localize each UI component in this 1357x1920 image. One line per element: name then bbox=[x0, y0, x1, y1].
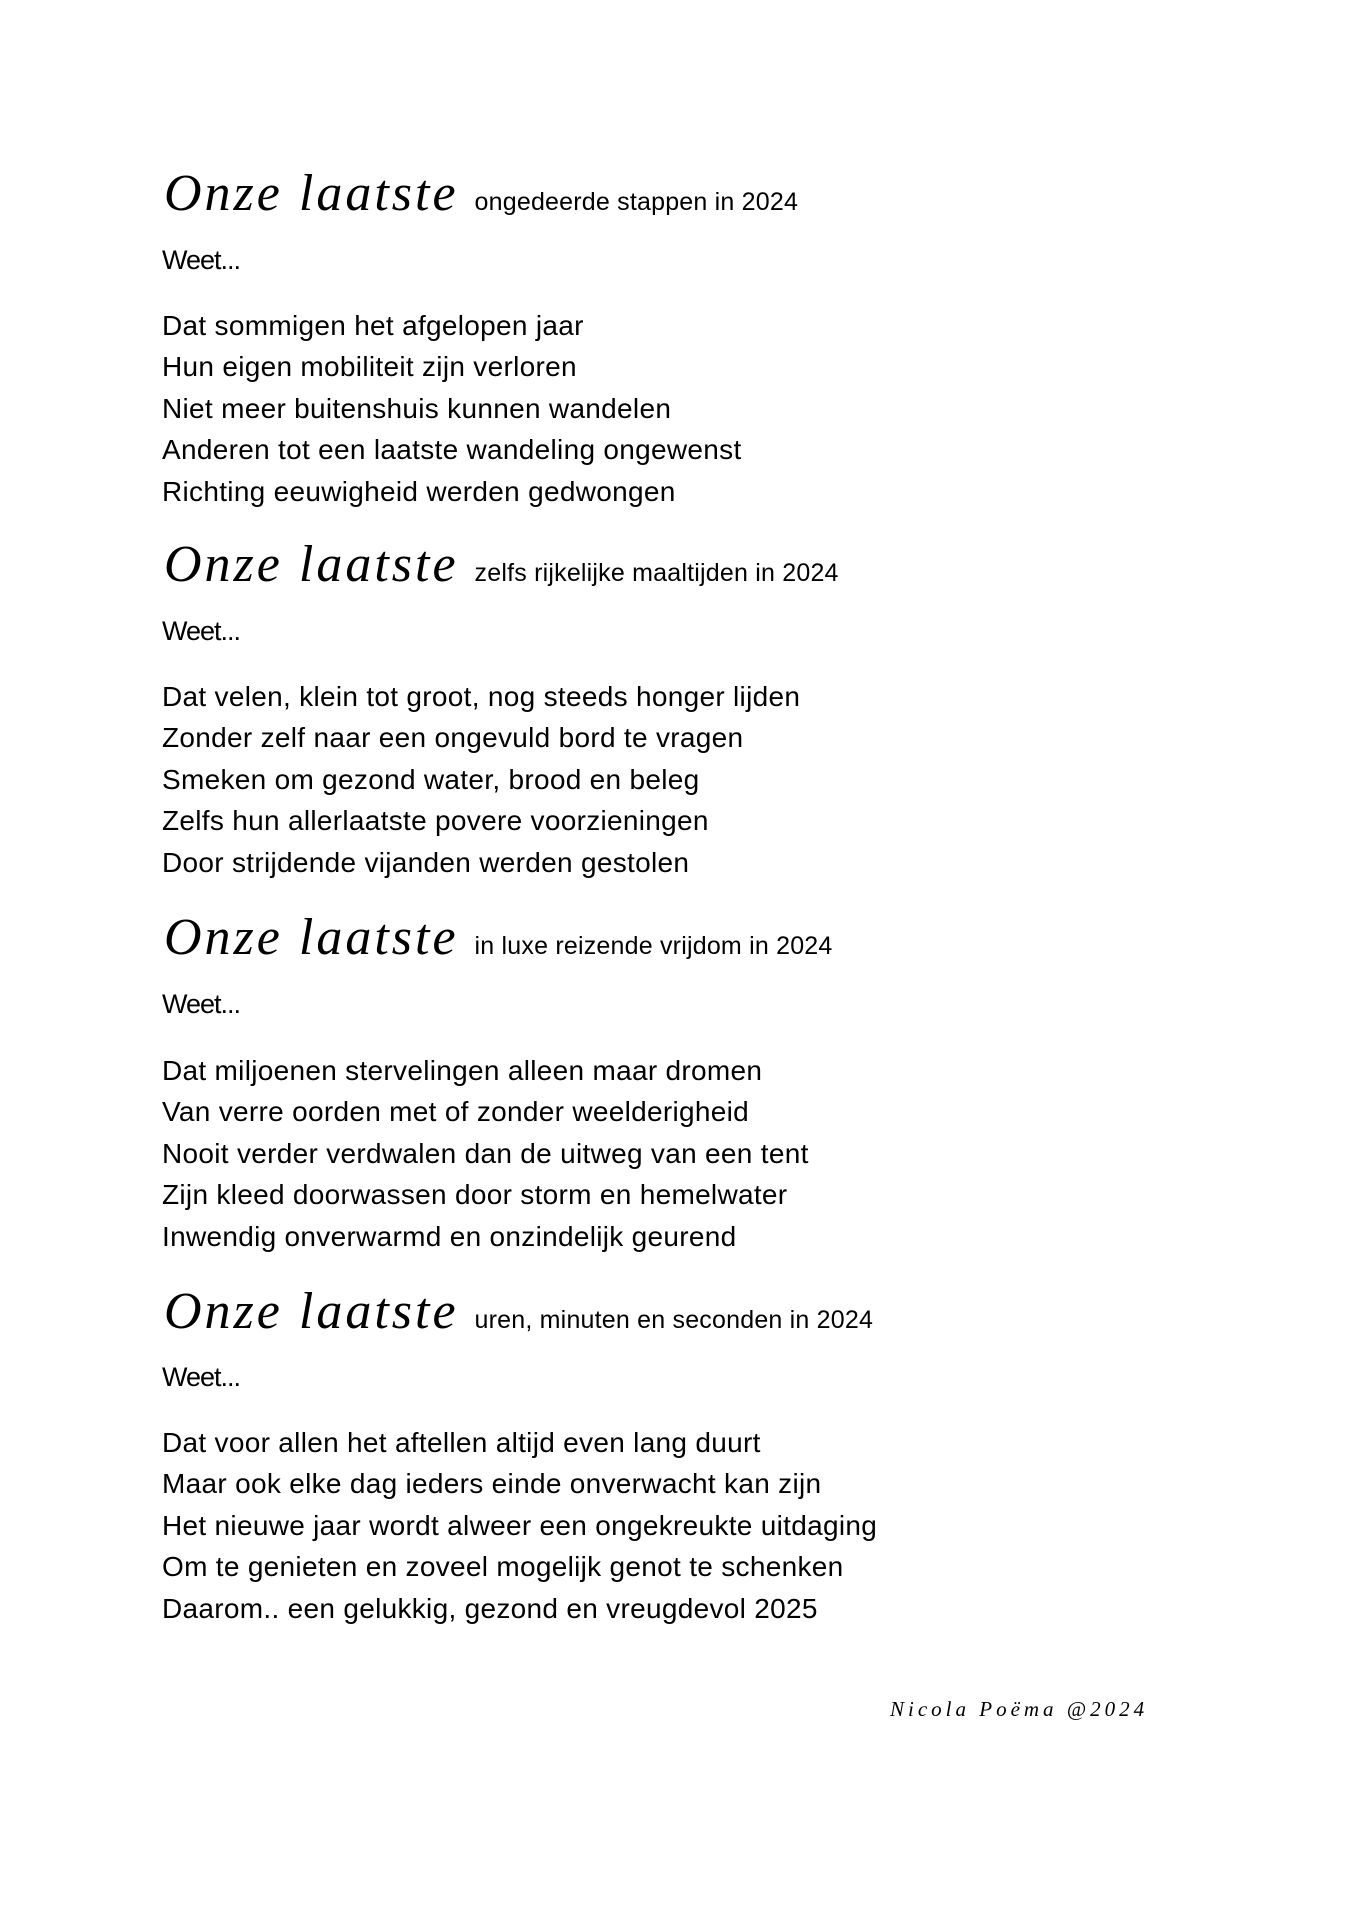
poem-line: Zelfs hun allerlaatste povere voorzieningen bbox=[162, 805, 709, 836]
heading-subtitle: uren, minuten en seconden in 2024 bbox=[474, 1306, 874, 1334]
poem-line: Dat miljoenen stervelingen alleen maar dromen bbox=[162, 1055, 763, 1086]
stanza-heading bbox=[164, 909, 833, 966]
stanza-intro: Weet... bbox=[162, 616, 241, 646]
stanza-intro: Weet... bbox=[162, 245, 241, 275]
poem-line: Dat voor allen het aftellen altijd even lang duurt bbox=[162, 1427, 761, 1458]
heading-script: Onze laatste bbox=[164, 536, 459, 593]
poem-line: Nooit verder verdwalen dan de uitweg van een tent bbox=[162, 1138, 809, 1169]
poem-line: Inwendig onverwarmd en onzindelijk geurend bbox=[162, 1221, 737, 1252]
poem-line: Van verre oorden met of zonder weelderigheid bbox=[162, 1096, 750, 1127]
stanza-heading bbox=[164, 165, 799, 222]
heading-script: Onze laatste bbox=[164, 165, 459, 222]
poem-line: Zijn kleed doorwassen door storm en hemelwater bbox=[162, 1179, 788, 1210]
stanza-heading bbox=[164, 1283, 874, 1340]
poem-line: Zonder zelf naar een ongevuld bord te vragen bbox=[162, 722, 744, 753]
stanza-intro: Weet... bbox=[162, 1362, 241, 1392]
poem-line: Daarom.. een gelukkig, gezond en vreugdevol 2025 bbox=[162, 1593, 818, 1624]
heading-subtitle: ongedeerde stappen in 2024 bbox=[474, 188, 799, 216]
stanza-heading bbox=[164, 536, 839, 593]
stanza-intro: Weet... bbox=[162, 989, 241, 1019]
heading-script: Onze laatste bbox=[164, 909, 459, 966]
poem-line: Dat sommigen het afgelopen jaar bbox=[162, 310, 584, 341]
heading-subtitle: zelfs rijkelijke maaltijden in 2024 bbox=[474, 559, 839, 587]
poem-line: Niet meer buitenshuis kunnen wandelen bbox=[162, 393, 672, 424]
poem-line: Dat velen, klein tot groot, nog steeds honger lijden bbox=[162, 681, 801, 712]
poem-line: Smeken om gezond water, brood en beleg bbox=[162, 764, 700, 795]
poem-line: Anderen tot een laatste wandeling ongewenst bbox=[162, 434, 742, 465]
heading-script: Onze laatste bbox=[164, 1283, 459, 1340]
poem-line: Richting eeuwigheid werden gedwongen bbox=[162, 476, 676, 507]
poem-line: Maar ook elke dag ieders einde onverwacht kan zijn bbox=[162, 1468, 822, 1499]
author-signature: Nicola Poëma @2024 bbox=[890, 1697, 1149, 1721]
poem-line: Het nieuwe jaar wordt alweer een ongekreukte uitdaging bbox=[162, 1510, 878, 1541]
poem-line: Door strijdende vijanden werden gestolen bbox=[162, 847, 690, 878]
poem-line: Om te genieten en zoveel mogelijk genot te schenken bbox=[162, 1551, 844, 1582]
poem-line: Hun eigen mobiliteit zijn verloren bbox=[162, 351, 577, 382]
heading-subtitle: in luxe reizende vrijdom in 2024 bbox=[474, 932, 833, 960]
